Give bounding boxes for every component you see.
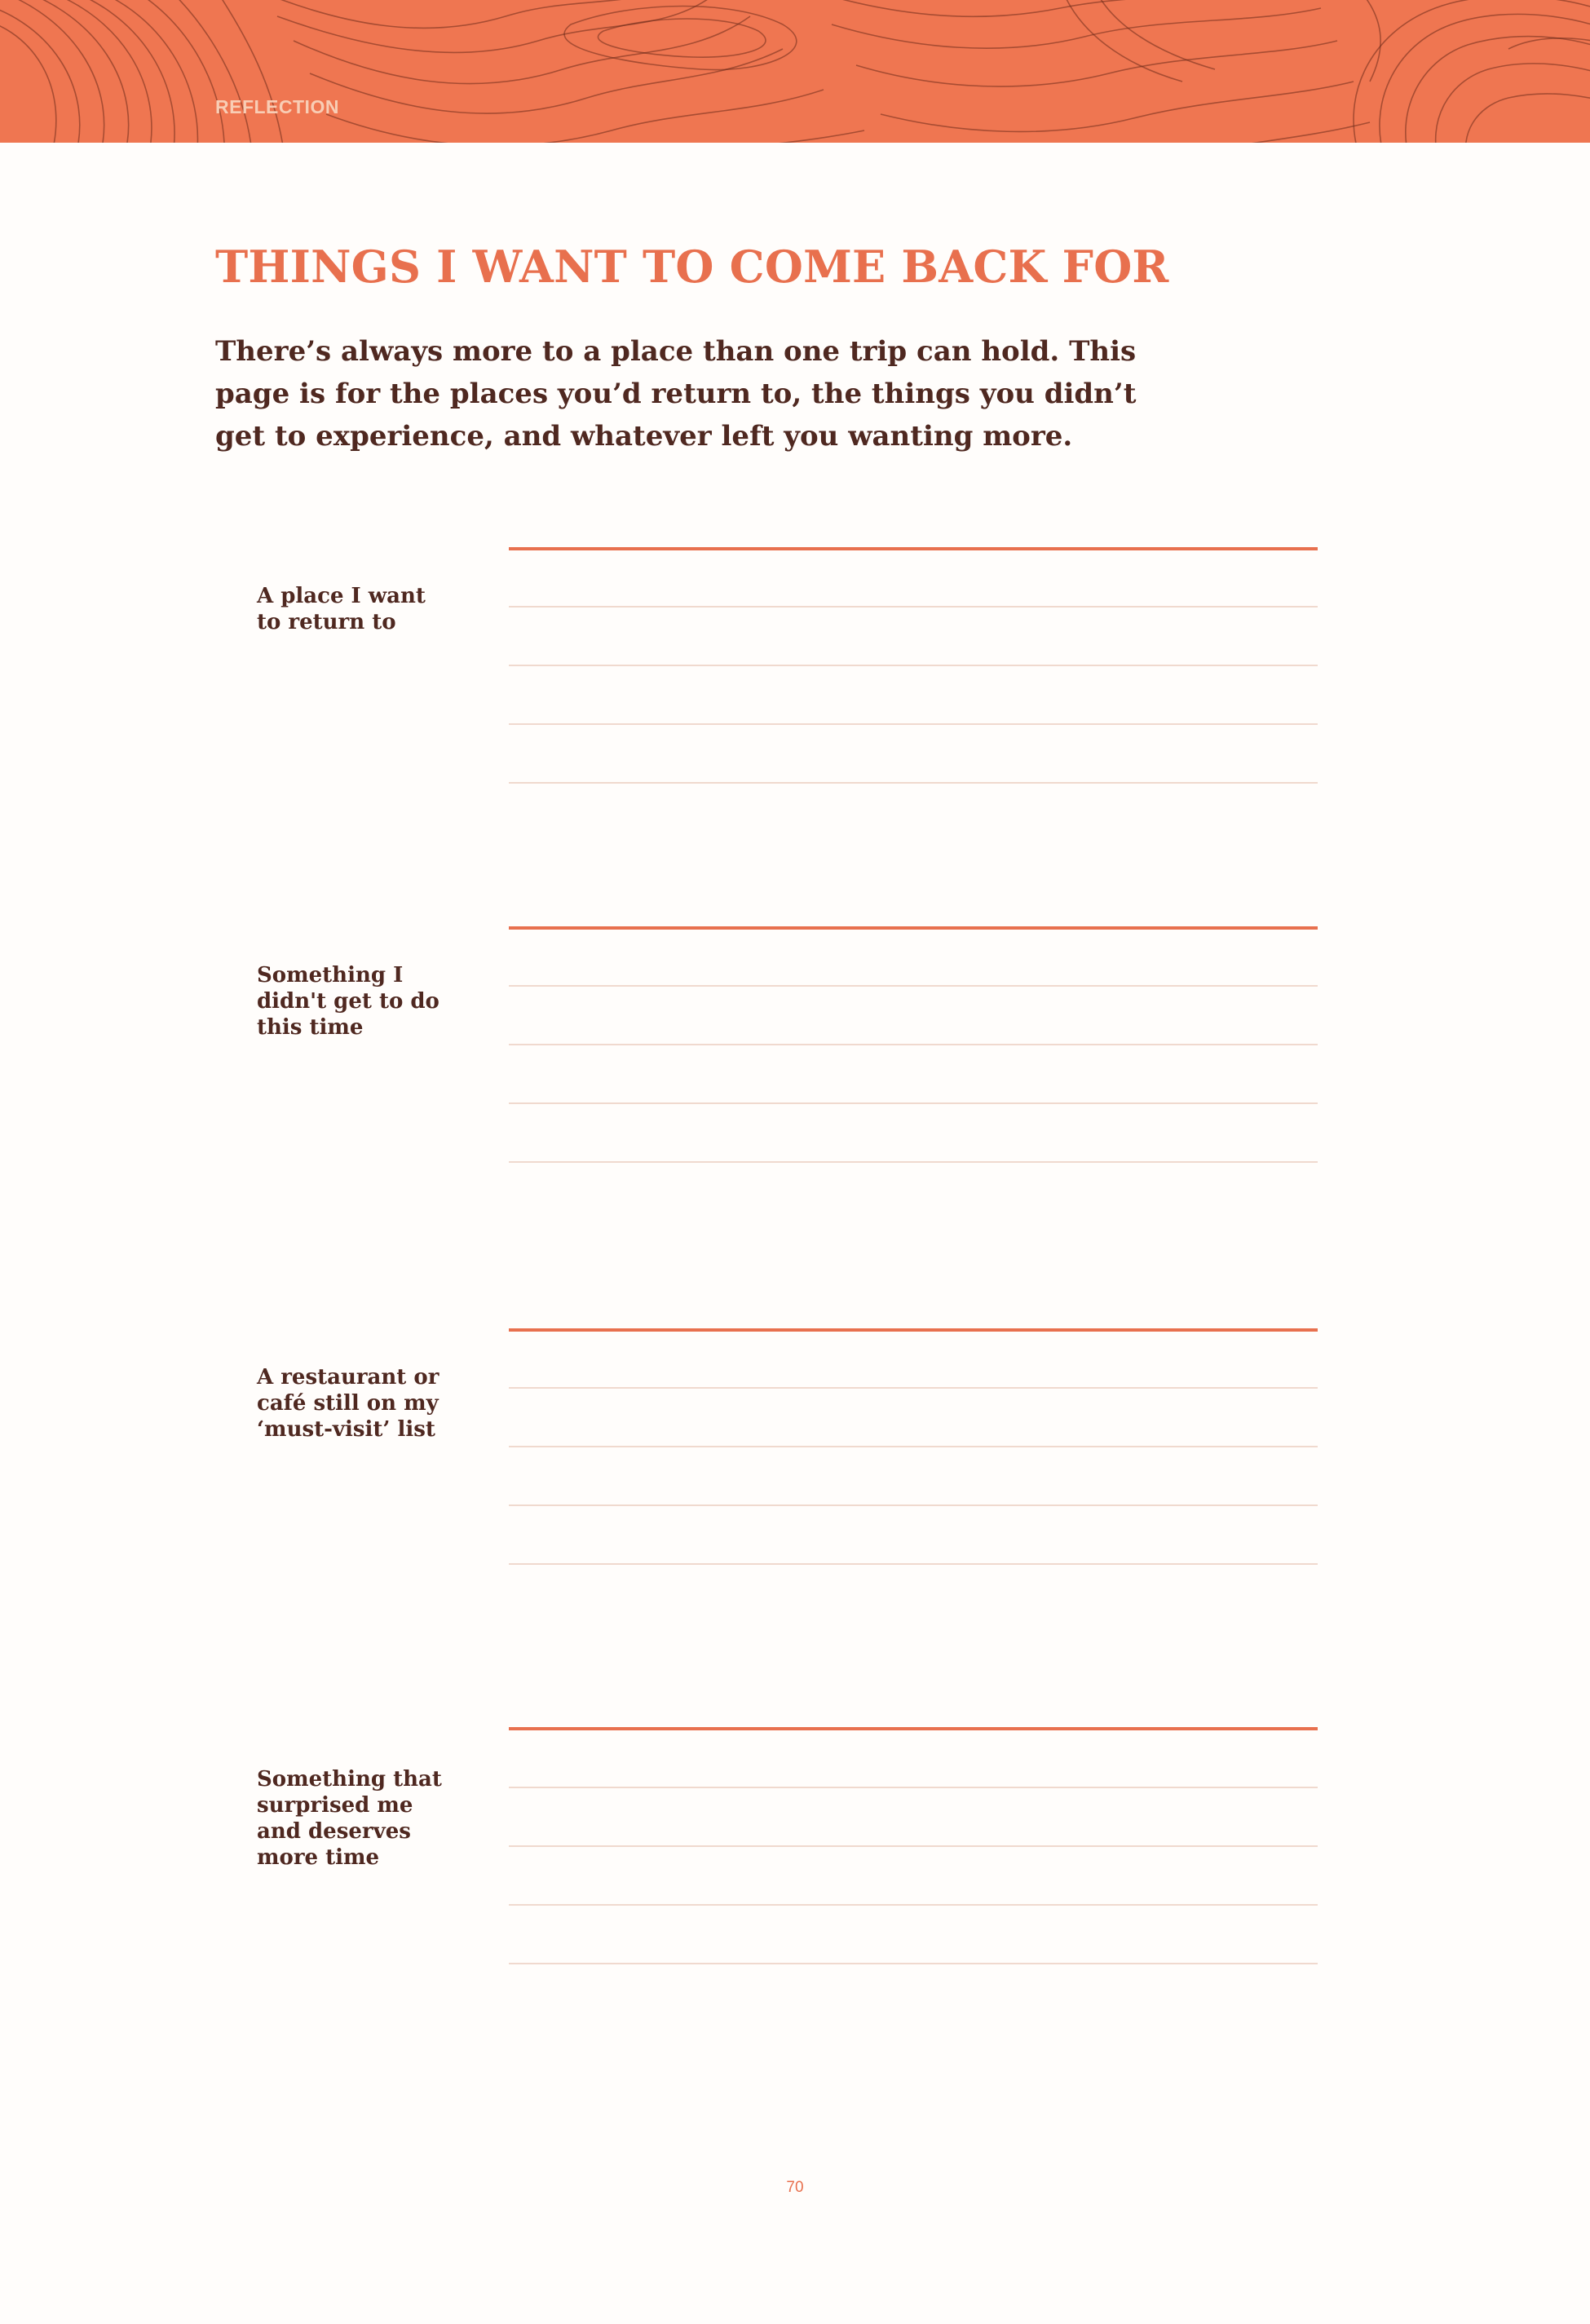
writing-line[interactable]	[509, 985, 1318, 987]
prompt-label: Something that surprised me and deserves more time	[257, 1767, 442, 1870]
prompt-label: A restaurant or café still on my ‘must-visit’ list	[257, 1365, 439, 1442]
writing-line[interactable]	[509, 723, 1318, 725]
writing-line[interactable]	[509, 1328, 1318, 1332]
writing-line[interactable]	[509, 926, 1318, 930]
stamp-frame	[215, 536, 478, 768]
writing-line[interactable]	[509, 665, 1318, 666]
topographic-pattern	[0, 0, 1590, 143]
writing-line[interactable]	[509, 1904, 1318, 1906]
writing-lines[interactable]	[509, 1719, 1318, 1955]
writing-line[interactable]	[509, 1504, 1318, 1506]
writing-line[interactable]	[509, 1963, 1318, 1964]
writing-line[interactable]	[509, 547, 1318, 550]
writing-line[interactable]	[509, 1446, 1318, 1447]
section-label: REFLECTION	[215, 96, 339, 117]
header-banner	[0, 0, 1590, 143]
writing-line[interactable]	[509, 1387, 1318, 1389]
writing-line[interactable]	[509, 1845, 1318, 1847]
page-title: THINGS I WANT TO COME BACK FOR	[215, 241, 1169, 293]
prompt-section	[215, 1719, 1318, 1955]
writing-line[interactable]	[509, 1044, 1318, 1045]
writing-line[interactable]	[509, 1102, 1318, 1104]
prompt-label: A place I want to return to	[257, 584, 426, 634]
prompt-section	[215, 1317, 1318, 1553]
writing-line[interactable]	[509, 782, 1318, 784]
writing-lines[interactable]	[509, 536, 1318, 772]
page-intro: There’s always more to a place than one trip can hold. This page is for the places you’d return to, the things you didn’t get to experience, and whatever left you wanting more.	[215, 335, 1137, 453]
writing-lines[interactable]	[509, 915, 1318, 1151]
writing-line[interactable]	[509, 1161, 1318, 1163]
prompt-section	[215, 915, 1318, 1151]
page-number: 70	[786, 2179, 804, 2196]
writing-line[interactable]	[509, 1563, 1318, 1565]
writing-line[interactable]	[509, 1727, 1318, 1730]
writing-line[interactable]	[509, 606, 1318, 608]
writing-lines[interactable]	[509, 1317, 1318, 1553]
prompt-section	[215, 536, 1318, 772]
prompt-label: Something I didn't get to do this time	[257, 963, 439, 1040]
writing-line[interactable]	[509, 1787, 1318, 1788]
